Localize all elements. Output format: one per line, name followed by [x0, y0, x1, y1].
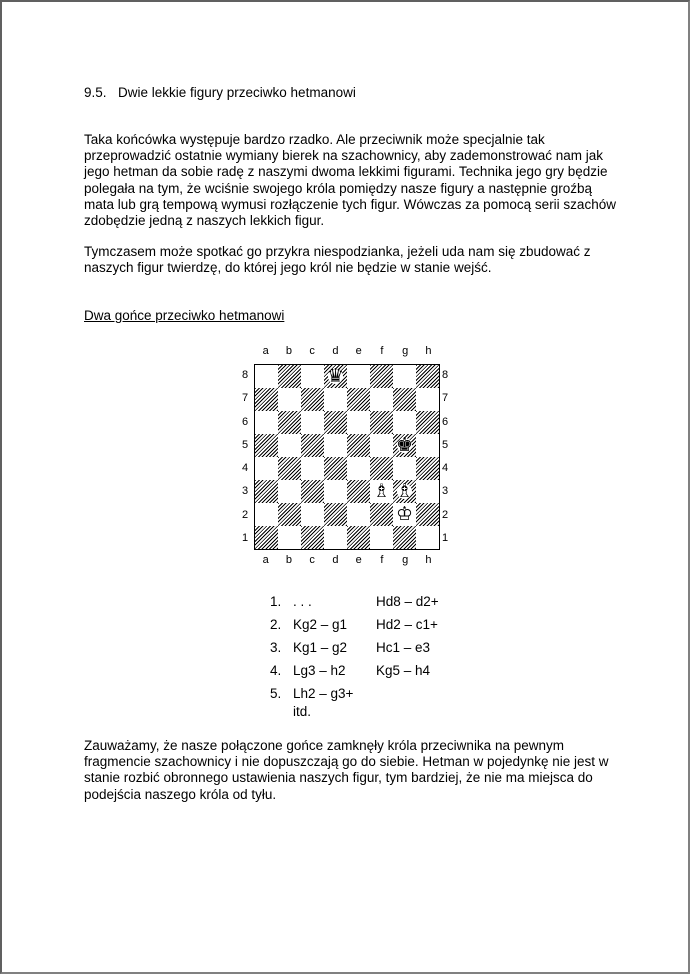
square-f7	[370, 388, 393, 411]
file-label-c: c	[309, 345, 315, 357]
rank-labels-left	[238, 364, 252, 550]
rank-label-6: 6	[441, 415, 449, 428]
square-c2	[301, 503, 324, 526]
square-e5	[347, 434, 370, 457]
square-c6	[301, 411, 324, 434]
square-g1	[393, 526, 416, 549]
chessboard	[254, 364, 440, 550]
square-h3	[416, 480, 439, 503]
square-d2	[324, 503, 347, 526]
section-number: 9.5.	[84, 85, 107, 100]
rank-label-1: 1	[241, 531, 249, 544]
square-f1	[370, 526, 393, 549]
square-f8	[370, 365, 393, 388]
rank-label-4: 4	[441, 462, 449, 474]
rank-label-5: 5	[441, 438, 449, 451]
file-label-e: e	[355, 345, 362, 357]
square-h7	[416, 388, 439, 411]
white-king-icon: ♔	[395, 503, 414, 525]
square-f4	[370, 457, 393, 480]
square-h1	[416, 526, 439, 549]
white-bishop-icon: ♗	[372, 480, 391, 502]
square-e7	[347, 388, 370, 411]
square-g2	[393, 503, 416, 526]
white-bishop-icon: ♗	[395, 480, 414, 502]
square-d7	[324, 388, 347, 411]
rank-label-7: 7	[441, 392, 449, 405]
file-label-c: c	[309, 554, 315, 566]
file-label-e: e	[355, 554, 362, 566]
square-h4	[416, 457, 439, 480]
black-king-icon: ♚	[395, 434, 414, 456]
file-label-h: h	[425, 554, 432, 566]
black-move: Hd8 – d2+	[376, 594, 439, 609]
square-g8	[393, 365, 416, 388]
white-move: . . .	[293, 594, 312, 609]
white-move: Kg1 – g2	[293, 640, 348, 655]
square-c4	[301, 457, 324, 480]
square-d8	[324, 365, 347, 388]
square-e2	[347, 503, 370, 526]
square-e8	[347, 365, 370, 388]
rank-label-2: 2	[441, 508, 449, 521]
square-d4	[324, 457, 347, 480]
black-move: Hd2 – c1+	[376, 617, 438, 632]
square-e4	[347, 457, 370, 480]
white-move: Kg2 – g1	[293, 617, 348, 632]
rank-label-3: 3	[441, 485, 449, 498]
move-number: 4.	[270, 663, 282, 678]
square-a1	[255, 526, 278, 549]
fortress-paragraph: Tymczasem może spotkać go przykra niespodzianka, jeżeli uda nam się zbudować z naszych figur twierdzę, do której jego król nie będzie w stanie wejść.	[84, 244, 591, 276]
square-e3	[347, 480, 370, 503]
square-d1	[324, 526, 347, 549]
section-title: Dwie lekkie figury przeciwko hetmanowi	[118, 85, 356, 100]
square-b7	[278, 388, 301, 411]
section-heading	[84, 85, 356, 100]
square-c5	[301, 434, 324, 457]
move-number: 1.	[270, 594, 282, 609]
square-d6	[324, 411, 347, 434]
rank-label-5: 5	[241, 438, 249, 451]
file-label-b: b	[285, 554, 292, 566]
file-label-d: d	[332, 345, 339, 357]
square-a4	[255, 457, 278, 480]
square-d3	[324, 480, 347, 503]
square-g5	[393, 434, 416, 457]
black-move: Hc1 – e3	[376, 640, 431, 655]
rank-label-8: 8	[241, 369, 249, 381]
square-a6	[255, 411, 278, 434]
square-e6	[347, 411, 370, 434]
square-g4	[393, 457, 416, 480]
square-a3	[255, 480, 278, 503]
square-b2	[278, 503, 301, 526]
black-move: Kg5 – h4	[376, 663, 431, 678]
square-g3	[393, 480, 416, 503]
square-b1	[278, 526, 301, 549]
square-c3	[301, 480, 324, 503]
square-c7	[301, 388, 324, 411]
file-label-g: g	[402, 345, 409, 357]
square-g6	[393, 411, 416, 434]
move-number: 3.	[270, 640, 282, 655]
file-label-h: h	[425, 345, 432, 357]
square-a2	[255, 503, 278, 526]
square-a8	[255, 365, 278, 388]
square-b6	[278, 411, 301, 434]
rank-label-3: 3	[241, 485, 249, 498]
square-f6	[370, 411, 393, 434]
file-label-b: b	[285, 345, 292, 357]
rank-labels-right	[438, 364, 452, 550]
square-h2	[416, 503, 439, 526]
move-number: 2.	[270, 617, 282, 632]
file-label-a: a	[262, 345, 269, 357]
square-h6	[416, 411, 439, 434]
rank-label-2: 2	[241, 508, 249, 521]
move-continuation: itd.	[293, 704, 312, 719]
intro-paragraph: Taka końcówka występuje bardzo rzadko. Ale przeciwnik może specjalnie tak przeprowadzić ostatnie wymiany bierek na szachownicy, aby zademonstrować nam jak jego hetman da sobie radę z naszymi dwoma lekkimi figurami. Technika jego gry będzie polegała na tym, że wciśnie swojego króla pomiędzy nasze figury a następnie groźbą mata lub grą tempową wymusi rozłączenie tych figur. Wówczas za pomocą serii szachów zdobędzie jedną z naszych lekkich figur.	[84, 132, 616, 229]
square-a7	[255, 388, 278, 411]
subsection-title: Dwa gońce przeciwko hetmanowi	[84, 308, 285, 323]
square-e1	[347, 526, 370, 549]
file-label-f: f	[380, 345, 384, 357]
rank-label-6: 6	[241, 415, 249, 428]
square-f3	[370, 480, 393, 503]
black-queen-icon: ♛	[326, 365, 345, 387]
move-number: 5.	[270, 686, 282, 701]
file-label-a: a	[262, 554, 269, 566]
square-b8	[278, 365, 301, 388]
file-labels-top	[254, 345, 440, 359]
rank-label-7: 7	[241, 392, 249, 405]
conclusion-paragraph: Zauważamy, że nasze połączone gońce zamknęły króla przeciwnika na pewnym fragmencie szachownicy i nie dopuszczają go do siebie. Hetman w pojedynkę nie jest w stanie rozbić obronnego ustawienia naszych figur, tym bardziej, że nie ma miejsca do podejścia naszego króla od tyłu.	[84, 738, 609, 802]
square-b5	[278, 434, 301, 457]
square-f5	[370, 434, 393, 457]
file-label-d: d	[332, 554, 339, 566]
square-h8	[416, 365, 439, 388]
square-b4	[278, 457, 301, 480]
square-a5	[255, 434, 278, 457]
white-move: Lg3 – h2	[293, 663, 346, 678]
square-g7	[393, 388, 416, 411]
square-d5	[324, 434, 347, 457]
file-label-f: f	[380, 554, 384, 566]
rank-label-1: 1	[441, 531, 449, 544]
file-labels-bottom	[254, 554, 440, 568]
square-f2	[370, 503, 393, 526]
square-h5	[416, 434, 439, 457]
rank-label-4: 4	[241, 462, 249, 474]
square-c8	[301, 365, 324, 388]
rank-label-8: 8	[441, 369, 449, 381]
file-label-g: g	[402, 554, 409, 566]
white-move: Lh2 – g3+	[293, 686, 354, 701]
square-b3	[278, 480, 301, 503]
chess-diagram	[238, 342, 458, 574]
square-c1	[301, 526, 324, 549]
